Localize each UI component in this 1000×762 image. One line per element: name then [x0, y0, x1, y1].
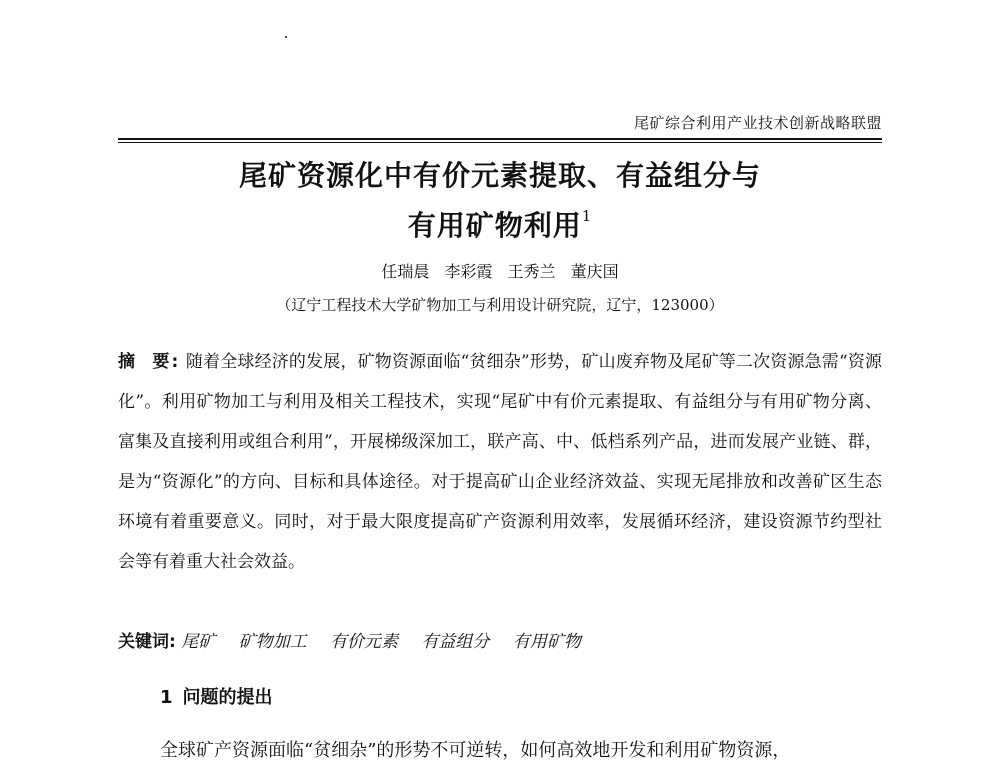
keywords: [118, 627, 882, 652]
author-list: 任瑞晨 李彩霞 王秀兰 董庆国: [381, 262, 619, 281]
keyword: 尾矿: [181, 632, 216, 652]
section-heading: [160, 683, 273, 709]
keyword: 矿物加工: [238, 632, 307, 652]
affiliation: （辽宁工程技术大学矿物加工与利用设计研究院，辽宁，123000）: [276, 296, 724, 314]
abstract-separator: :: [171, 352, 179, 372]
title-line-2-text: 有用矿物利用: [407, 209, 582, 242]
header-rule-thin: [118, 142, 882, 143]
keyword: 有益组分: [421, 632, 490, 652]
body-paragraph-start: 全球矿产资源面临“贫细杂”的形势不可逆转，如何高效地开发和利用矿物资源，: [160, 740, 791, 761]
keywords-separator: :: [169, 632, 176, 652]
header-rule-thick: [118, 138, 882, 140]
keywords-label: 关键词: [118, 632, 169, 652]
abstract-text: 随着全球经济的发展，矿物资源面临“贫细杂”形势，矿山废弃物及尾矿等二次资源急需“资源化”。利用矿物加工与利用及相关工程技术，实现“尾矿中有价元素提取、有益组分与有用矿物分离、富集及直接利用或组合利用”，开展梯级深加工，联产高、中、低档系列产品，进而发展产业链、群，是为“资源化”的方向、目标和具体途径。对于提高矿山企业经济效益、实现无尾排放和改善矿区生态环境有着重要意义。同时，对于最大限度提高矿产资源利用效率，发展循环经济，建设资源节约型社会等有着重大社会效益。: [118, 352, 882, 572]
scan-speck: [285, 36, 287, 38]
keyword: 有用矿物: [512, 632, 581, 652]
keyword: 有价元素: [330, 632, 399, 652]
title-line-2: [118, 196, 882, 246]
abstract: [118, 342, 882, 582]
title-footnote-marker: 1: [581, 207, 593, 225]
abstract-label: 摘 要: [118, 352, 170, 372]
section-title: 问题的提出: [182, 687, 273, 708]
paper-title: [118, 156, 882, 246]
running-header: 尾矿综合利用产业技术创新战略联盟: [633, 114, 882, 132]
title-line-1: 尾矿资源化中有价元素提取、有益组分与: [238, 159, 761, 192]
section-number: 1: [160, 687, 173, 708]
